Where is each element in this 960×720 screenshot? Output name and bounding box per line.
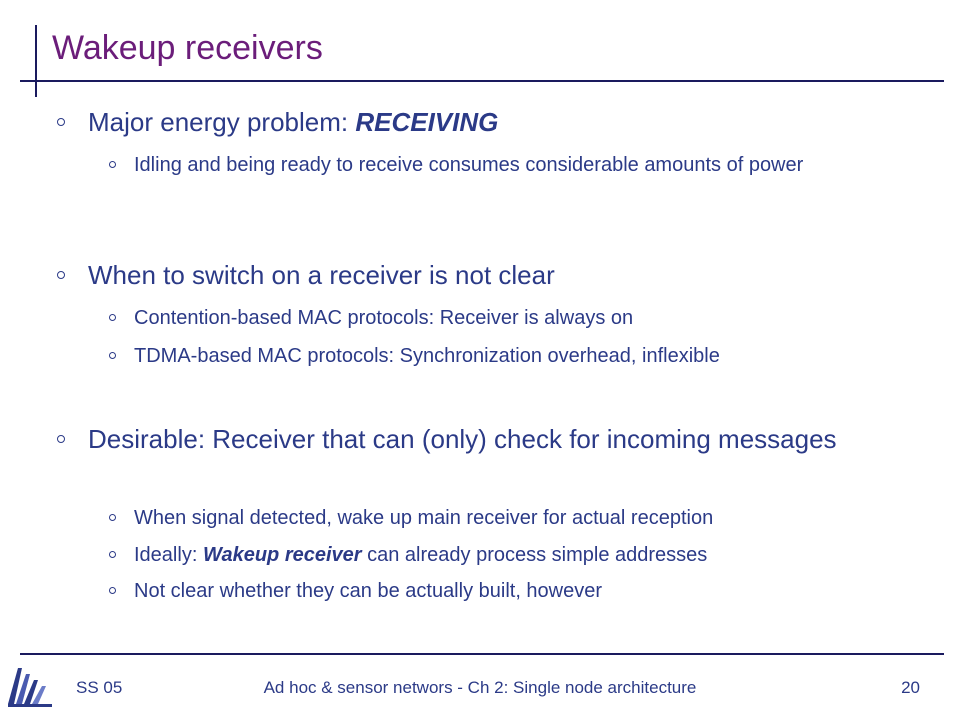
bullet-switch-on <box>88 258 918 292</box>
bullet-emphasis: RECEIVING <box>355 107 499 137</box>
footer-page-number: 20 <box>901 678 920 697</box>
bullet-text: Major energy problem: <box>88 107 356 137</box>
sub-bullet-dot-icon <box>109 551 116 558</box>
title-vertical-rule <box>35 25 37 97</box>
footer-rule <box>20 653 944 655</box>
bullet-dot-icon <box>57 271 65 279</box>
sub-bullet-text: Ideally: <box>134 544 203 566</box>
bullet-text: Desirable: Receiver that can (only) check for incoming messages <box>88 424 837 454</box>
bullet-energy-problem <box>88 105 918 139</box>
sub-bullet-dot-icon <box>109 352 116 359</box>
sub-bullet-dot-icon <box>109 161 116 168</box>
sub-bullet-idling <box>134 150 924 180</box>
bullet-dot-icon <box>57 435 65 443</box>
sub-bullet-text: Not clear whether they can be actually built, however <box>134 580 603 602</box>
sub-bullet-not-clear <box>134 576 924 606</box>
title-horizontal-rule <box>20 80 944 82</box>
bullet-text: When to switch on a receiver is not clear <box>88 260 555 290</box>
sub-bullet-text: When signal detected, wake up main receiver for actual reception <box>134 507 714 529</box>
footer-course-title: Ad hoc & sensor networs - Ch 2: Single node architecture <box>263 678 697 697</box>
slide-title: Wakeup receivers <box>52 29 323 67</box>
sub-bullet-ideally <box>134 540 924 570</box>
sub-bullet-dot-icon <box>109 314 116 321</box>
sub-bullet-text: Contention-based MAC protocols: Receiver is always on <box>134 307 634 329</box>
sub-bullet-contention <box>134 303 924 333</box>
sub-bullet-tdma <box>134 341 924 371</box>
sub-bullet-text: can already process simple addresses <box>361 544 708 566</box>
bullet-desirable <box>88 422 918 456</box>
sub-bullet-text: Idling and being ready to receive consumes considerable amounts of power <box>134 154 804 176</box>
sub-bullet-signal-detected <box>134 503 924 533</box>
sub-bullet-dot-icon <box>109 587 116 594</box>
sub-bullet-text: TDMA-based MAC protocols: Synchronization overhead, inflexible <box>134 345 720 367</box>
bullet-dot-icon <box>57 118 65 126</box>
sub-bullet-dot-icon <box>109 514 116 521</box>
sub-bullet-emphasis: Wakeup receiver <box>202 544 362 566</box>
footer-term: SS 05 <box>76 678 123 697</box>
